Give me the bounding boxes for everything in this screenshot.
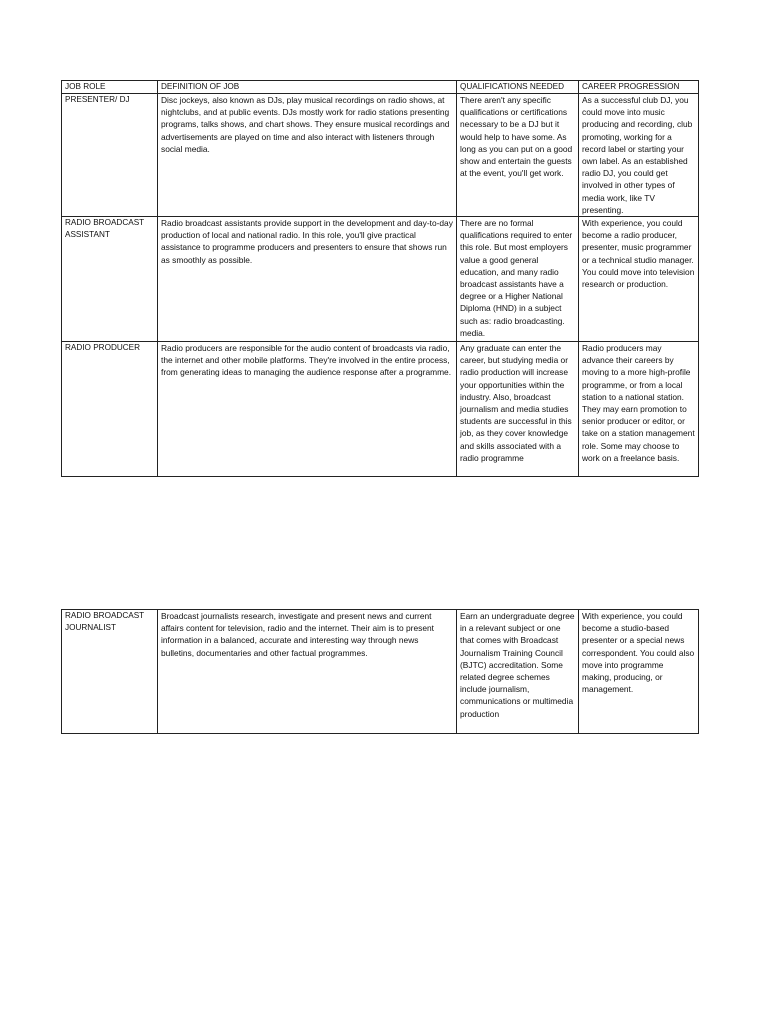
- job-roles-table: [61, 80, 699, 477]
- header-job-role: JOB ROLE: [62, 81, 158, 94]
- role-cell: PRESENTER/ DJ: [62, 94, 158, 217]
- definition-cell: Broadcast journalists research, investigate and present news and current affairs content for television, radio and the internet. Their aim is to present information in a balanced, accurate and interesting way through news bulletins, documentaries and other factual programmes.: [158, 610, 457, 734]
- definition-cell: Radio broadcast assistants provide support in the development and day-to-day production of local and national radio. In this role, you'll give practical assistance to programme producers and presenters to ensure that shows run as smoothly as possible.: [158, 217, 457, 342]
- qualifications-cell: There aren't any specific qualifications or certifications necessary to be a DJ but it would help to have some. As long as you can put on a good show and entertain the guests at the event, you'll get work.: [457, 94, 579, 217]
- role-cell: RADIO BROADCAST JOURNALIST: [62, 610, 158, 734]
- progression-cell: With experience, you could become a studio-based presenter or a special news correspondent. You could also move into programme making, producing, or management.: [579, 610, 699, 734]
- progression-cell: Radio producers may advance their careers by moving to a more high-profile programme, or from a local station to a national station. They may earn promotion to senior producer or editor, or take on a station management role. Some may choose to work on a freelance basis.: [579, 342, 699, 477]
- table-row-presenter-dj: [62, 94, 699, 217]
- progression-cell: As a successful club DJ, you could move into music producing and recording, club promoting, working for a record label or starting your own label. As an established radio DJ, you could get involved in other types of media work, like TV presenting.: [579, 94, 699, 217]
- definition-cell: Radio producers are responsible for the audio content of broadcasts via radio, the internet and other mobile platforms. They're involved in the entire process, from generating ideas to managing the audience response after a programme.: [158, 342, 457, 477]
- qualifications-cell: Earn an undergraduate degree in a relevant subject or one that comes with Broadcast Journalism Training Council (BJTC) accreditation. Some related degree schemes include journalism, communications or multimedia production: [457, 610, 579, 734]
- header-definition: DEFINITION OF JOB: [158, 81, 457, 94]
- table-row-radio-broadcast-assistant: [62, 217, 699, 342]
- job-roles-table-continued: [61, 609, 699, 734]
- header-qualifications: QUALIFICATIONS NEEDED: [457, 81, 579, 94]
- role-cell: RADIO PRODUCER: [62, 342, 158, 477]
- qualifications-cell: Any graduate can enter the career, but studying media or radio production will increase your opportunities within the industry. Also, broadcast journalism and media studies students are successful in this job, as they cover knowledge and skills associated with a radio programme: [457, 342, 579, 477]
- header-career-progression: CAREER PROGRESSION: [579, 81, 699, 94]
- definition-cell: Disc jockeys, also known as DJs, play musical recordings on radio shows, at nightclubs, and at public events. DJs mostly work for radio stations presenting programs, talks shows, and chart shows. They ensure musical recordings and advertisements are played on time and also interact with listeners through social media.: [158, 94, 457, 217]
- table-row-radio-producer: [62, 342, 699, 477]
- header-row: [62, 81, 699, 94]
- role-cell: RADIO BROADCAST ASSISTANT: [62, 217, 158, 342]
- table-row-radio-broadcast-journalist: [62, 610, 699, 734]
- progression-cell: With experience, you could become a radio producer, presenter, music programmer or a technical studio manager. You could move into television research or production.: [579, 217, 699, 342]
- qualifications-cell: There are no formal qualifications required to enter this role. But most employers value a good general education, and many radio broadcast assistants have a degree or a Higher National Diploma (HND) in a subject such as: radio broadcasting. media.: [457, 217, 579, 342]
